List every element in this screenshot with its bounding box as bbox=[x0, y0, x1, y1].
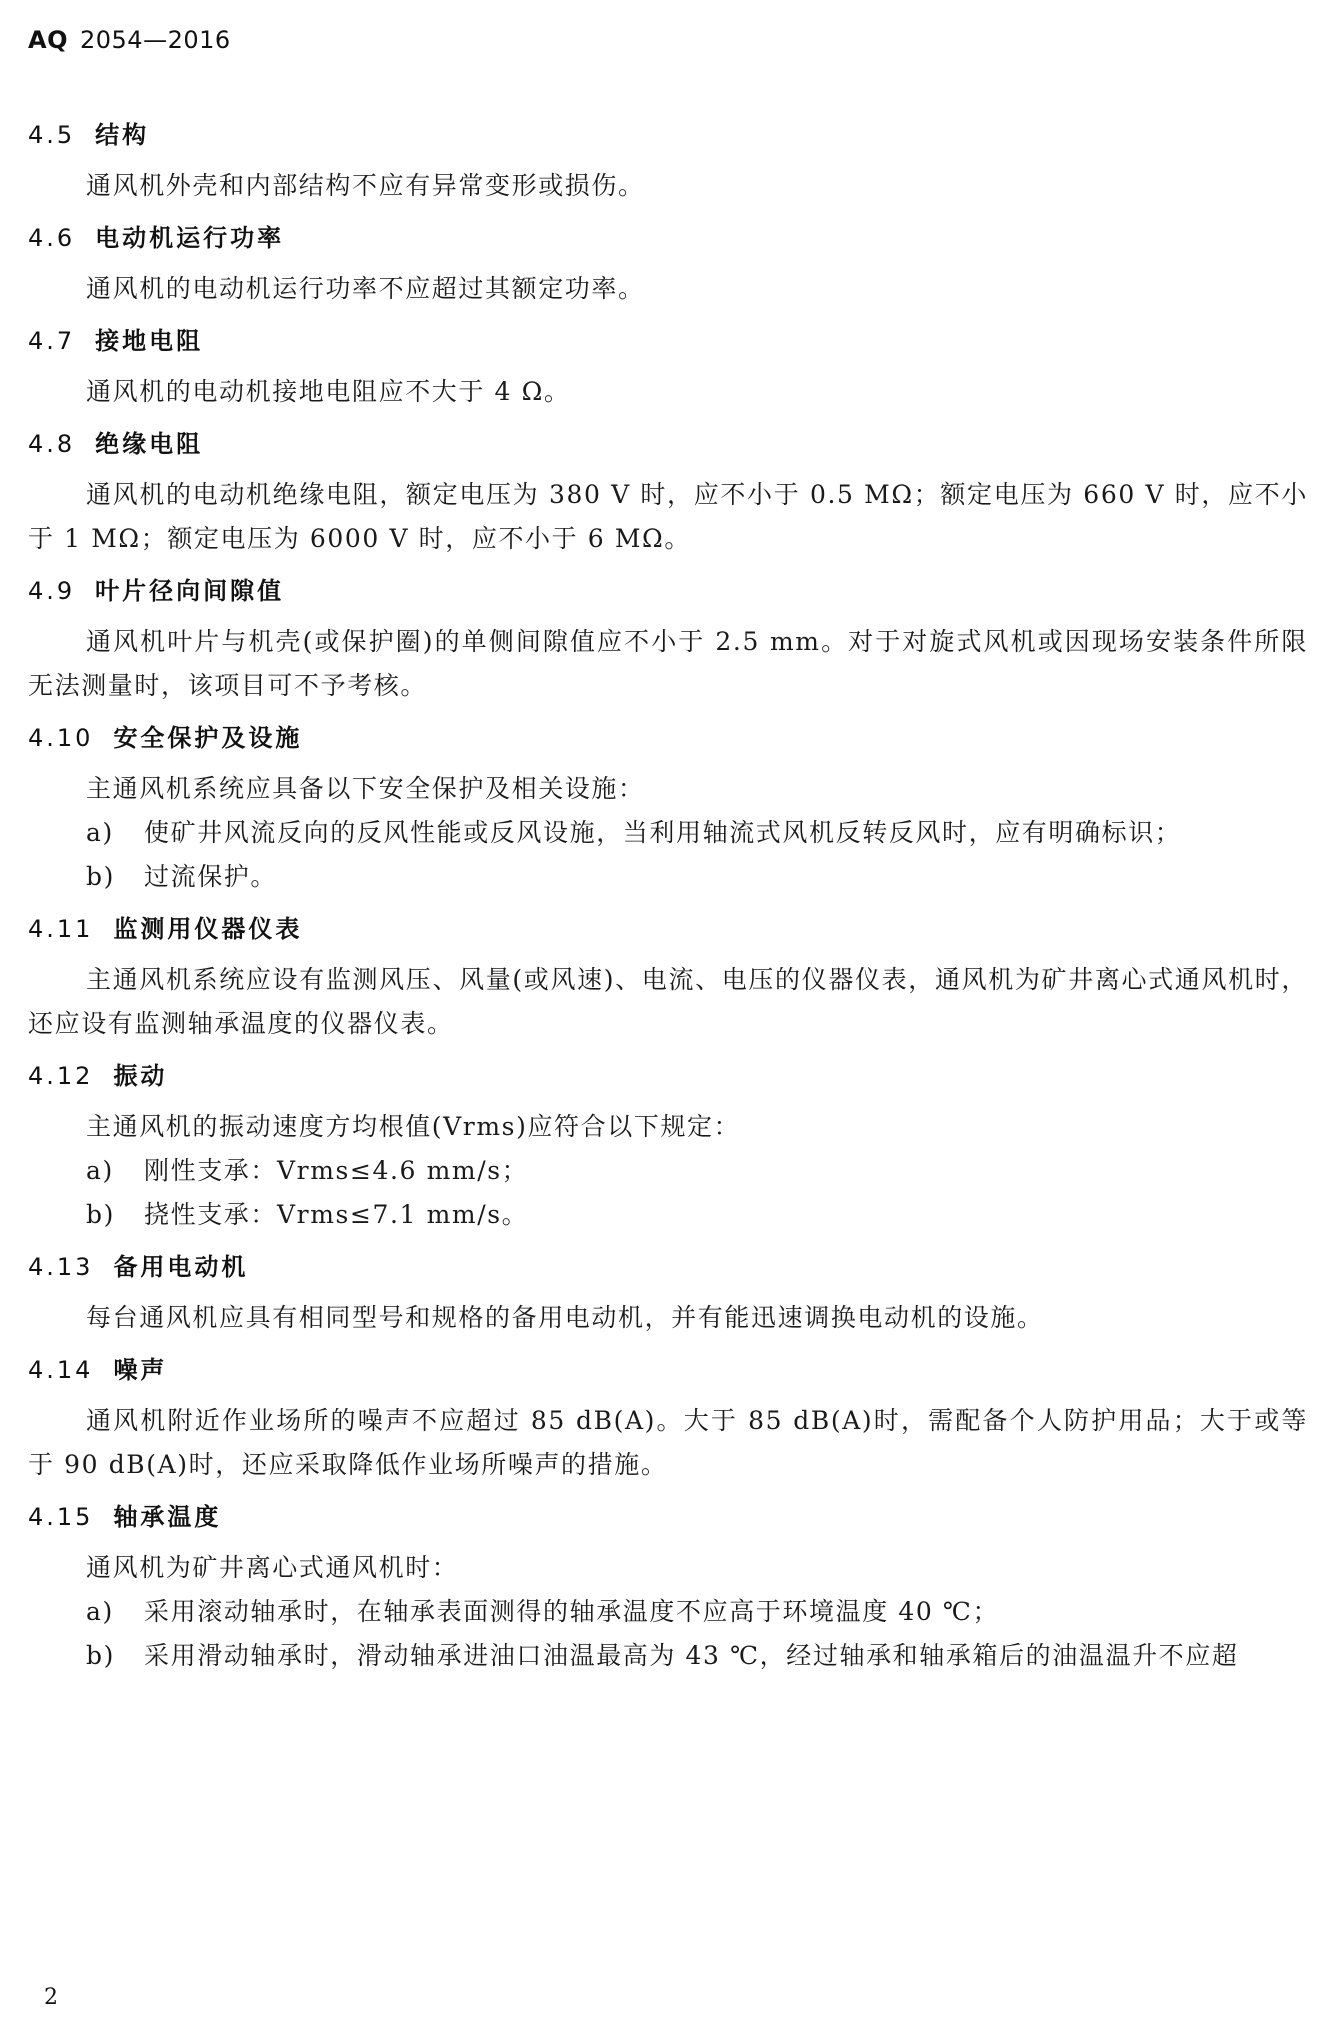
section-heading bbox=[28, 1059, 1308, 1093]
section-number: 4.8 bbox=[28, 430, 76, 458]
section-4-11 bbox=[28, 912, 1308, 1046]
list-item-label: b) bbox=[86, 862, 115, 891]
section-heading bbox=[28, 912, 1308, 946]
section-title: 振动 bbox=[113, 1062, 168, 1090]
section-4-12 bbox=[28, 1059, 1308, 1237]
section-number: 4.14 bbox=[28, 1356, 94, 1384]
standard-header bbox=[28, 26, 231, 54]
section-title: 安全保护及设施 bbox=[113, 724, 303, 752]
paragraph: 通风机附近作业场所的噪声不应超过 85 dB(A)。大于 85 dB(A)时，需配备个人防护用品；大于或等于 90 dB(A)时，还应采取降低作业场所噪声的措施。 bbox=[28, 1406, 1308, 1479]
list-item bbox=[28, 811, 1308, 855]
section-number: 4.11 bbox=[28, 915, 94, 943]
list-item-text: 刚性支承：Vrms≤4.6 mm/s； bbox=[144, 1156, 529, 1185]
section-4-10 bbox=[28, 721, 1308, 899]
section-4-15 bbox=[28, 1500, 1308, 1678]
list-item-text: 采用滚动轴承时，在轴承表面测得的轴承温度不应高于环境温度 40 ℃； bbox=[144, 1597, 1000, 1626]
paragraph: 每台通风机应具有相同型号和规格的备用电动机，并有能迅速调换电动机的设施。 bbox=[86, 1303, 1044, 1332]
paragraph: 主通风机系统应设有监测风压、风量(或风速)、电流、电压的仪器仪表，通风机为矿井离心式通风机时，还应设有监测轴承温度的仪器仪表。 bbox=[28, 965, 1308, 1038]
section-number: 4.10 bbox=[28, 724, 94, 752]
section-title: 结构 bbox=[95, 121, 150, 149]
list-item-label: b) bbox=[86, 1200, 115, 1229]
paragraph: 通风机叶片与机壳(或保护圈)的单侧间隙值应不小于 2.5 mm。对于对旋式风机或因现场安装条件所限无法测量时，该项目可不予考核。 bbox=[28, 627, 1308, 700]
section-heading bbox=[28, 118, 1308, 152]
section-number: 4.7 bbox=[28, 327, 76, 355]
section-title: 绝缘电阻 bbox=[95, 430, 204, 458]
document-body bbox=[28, 118, 1308, 1691]
paragraph: 通风机的电动机接地电阻应不大于 4 Ω。 bbox=[86, 377, 571, 406]
section-4-8 bbox=[28, 427, 1308, 561]
section-4-6 bbox=[28, 221, 1308, 311]
list-item-label: a) bbox=[86, 1156, 114, 1185]
section-heading bbox=[28, 1353, 1308, 1387]
section-title: 接地电阻 bbox=[95, 327, 204, 355]
section-title: 噪声 bbox=[113, 1356, 168, 1384]
paragraph: 通风机外壳和内部结构不应有异常变形或损伤。 bbox=[86, 171, 645, 200]
list-item-text: 过流保护。 bbox=[144, 862, 278, 891]
section-title: 电动机运行功率 bbox=[95, 224, 285, 252]
section-title: 备用电动机 bbox=[113, 1253, 249, 1281]
section-heading bbox=[28, 427, 1308, 461]
list-intro: 通风机为矿井离心式通风机时： bbox=[86, 1553, 459, 1582]
list-item bbox=[28, 1590, 1308, 1634]
section-title: 叶片径向间隙值 bbox=[95, 577, 285, 605]
list-intro: 主通风机系统应具备以下安全保护及相关设施： bbox=[86, 774, 645, 803]
section-4-7 bbox=[28, 324, 1308, 414]
section-4-14 bbox=[28, 1353, 1308, 1487]
list-item bbox=[28, 1193, 1308, 1237]
list-item-label: a) bbox=[86, 1597, 114, 1626]
list-intro: 主通风机的振动速度方均根值(Vrms)应符合以下规定： bbox=[86, 1112, 741, 1141]
list-item-label: a) bbox=[86, 818, 114, 847]
section-4-5 bbox=[28, 118, 1308, 208]
list-item-text: 采用滑动轴承时，滑动轴承进油口油温最高为 43 ℃，经过轴承和轴承箱后的油温温升不应超 bbox=[144, 1641, 1239, 1670]
paragraph: 通风机的电动机运行功率不应超过其额定功率。 bbox=[86, 274, 645, 303]
section-heading bbox=[28, 324, 1308, 358]
list-item-text: 使矿井风流反向的反风性能或反风设施，当利用轴流式风机反转反风时，应有明确标识； bbox=[144, 818, 1182, 847]
section-number: 4.9 bbox=[28, 577, 76, 605]
section-heading bbox=[28, 574, 1308, 608]
section-title: 轴承温度 bbox=[113, 1503, 222, 1531]
list-item bbox=[28, 855, 1308, 899]
section-number: 4.15 bbox=[28, 1503, 94, 1531]
section-number: 4.6 bbox=[28, 224, 76, 252]
section-4-13 bbox=[28, 1250, 1308, 1340]
page-number: 2 bbox=[44, 1985, 58, 2010]
list-item bbox=[28, 1634, 1308, 1678]
section-title: 监测用仪器仪表 bbox=[113, 915, 303, 943]
list-item bbox=[28, 1149, 1308, 1193]
section-heading bbox=[28, 721, 1308, 755]
section-number: 4.5 bbox=[28, 121, 76, 149]
section-number: 4.13 bbox=[28, 1253, 94, 1281]
paragraph: 通风机的电动机绝缘电阻，额定电压为 380 V 时，应不小于 0.5 MΩ；额定电压为 660 V 时，应不小于 1 MΩ；额定电压为 6000 V 时，应不小于 6 MΩ。 bbox=[28, 480, 1308, 553]
section-heading bbox=[28, 221, 1308, 255]
section-number: 4.12 bbox=[28, 1062, 94, 1090]
section-heading bbox=[28, 1500, 1308, 1534]
section-heading bbox=[28, 1250, 1308, 1284]
list-item-label: b) bbox=[86, 1641, 115, 1670]
section-4-9 bbox=[28, 574, 1308, 708]
standard-number: 2054—2016 bbox=[79, 26, 231, 54]
list-item-text: 挠性支承：Vrms≤7.1 mm/s。 bbox=[144, 1200, 529, 1229]
standard-code: AQ bbox=[28, 26, 68, 54]
